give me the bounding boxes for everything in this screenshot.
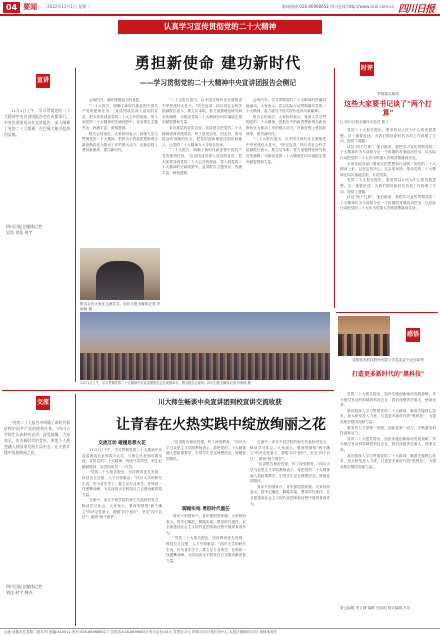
sidebar-separator — [336, 312, 438, 313]
section-tag-shiping: 时评 — [360, 62, 374, 76]
conference-photo — [80, 312, 330, 380]
meeting-photo-small — [80, 248, 160, 300]
sidebar2-title: 打造更多新时代的"黑科技" — [351, 371, 425, 378]
lead-subhead: ——学习贯彻党的二十大精神中央宣讲团报告会侧记 — [139, 79, 297, 87]
section-tag-jiaoliu: 交流 — [36, 396, 50, 410]
lower-headline: 让青春在火热实践中绽放绚丽之花 — [116, 417, 326, 433]
editor-credits: 曾云编辑 李文静 编辑 吕丽和 版式编辑 冯东 — [340, 606, 411, 610]
portrait-photo — [338, 316, 390, 356]
lead-column-3: 会场内外，学习贯彻党的二十大精神的热潮持续涌动。大家表示，将以实际行动贯彻落实党的二十大精神，奋力谱写中国式现代化四川新篇章。 报告会结束后，大家纷纷表示，将深入学习贯彻党的二十大精神，把报告中的新思想新观点新论断转化为推动工作的强大动力，在新征程上勇担新使命、建功新时代。 "二十大报告提出，以中国式现代化全面推进中华民族伟大复兴。"听完宣讲，四川省社会科学院副院长表示，要立足本职，着力加强理论研究和宣传阐释，为推动党的二十大精神在四川落地生根贡献智慧和力量。 — [246, 98, 326, 164]
lower-left-text: "党的二十大报告中明确了新时代新征程中国共产党的使命任务。"四川大学师生认真聆听宣讲，深受鼓舞。大家表示，作为新时代的青年，要把个人理想融入到国家发展大局中去，在火热实践中绽放绚丽之花。 — [4, 420, 70, 455]
sidebar2-body: 党的二十大报告提出，加快实施创新驱动发展战略。作为航空发动机领域的科技企业，我们深感责任重大、使命光荣。 我们将深入学习贯彻党的二十大精神，瞄准关键核心技术，加大研发投入力度，打造更多新时代的"黑科技"，为建设航空强国贡献力量。 要坚持人才是第一资源，创新是第一动力，不断激发科技创新活力。 党的二十大报告提出，加快实施创新驱动发展战略。作为航空发动机领域的科技企业，我们深感责任重大、使命光荣。 我们将深入学习贯彻党的二十大精神，瞄准关键核心技术，加大研发投入力度，打造更多新时代的"黑科技"，为建设航空强国贡献力量。 — [340, 392, 436, 469]
sidebar-title: 这些大家要书记谈了"两个打算" — [344, 100, 432, 117]
masthead — [0, 0, 440, 16]
lower-byline: 四川日报全媒体记者 刘佳 何宇 韩杰 — [6, 584, 42, 595]
lower-column-1: 11月1日下午，学习贯彻党的二十大精神中央宣讲团成员来到四川大学，与师生代表面对面交流，宣讲党的二十大精神。现场气氛热烈，师生们踊跃提问，宣讲团成员一一作答。 "党的二十大报告提出，坚持教育优先发展、科技自立自强、人才引领驱动。"四川大学的研究生说，作为青年学子，要立足专业所学，在科研一线勇攀高峰，为实现高水平科技自立自强贡献青春力量。 交流中，来自不同学院的师生代表纷纷发言，畅谈学习体会。大家表示，要深刻领悟"两个确立"的决定性意义，增强"四个意识"、坚定"四个自信"、做到"两个维护"。 — [82, 448, 162, 520]
sidebar-byline: □ 四川日报全媒体评论员 陈子 — [340, 120, 389, 124]
section-tag-xuanjiang: 宣讲 — [36, 74, 50, 88]
left-lead-text: 11月1日上午，学习贯彻党的二十大精神中央宣讲团报告会在成都举行。中央宣讲团成员作宣讲报告，深入阐释了党的二十大精神，在巴蜀大地引起热烈反响。 — [4, 108, 70, 137]
sidebar-kicker: 贯彻落实精神 — [377, 92, 399, 96]
contact-info: 新闻热线:028-86968652 四川在线:http://www.scol.com.cn — [281, 4, 394, 9]
section-name: 要闻 — [23, 3, 38, 11]
lead-headline: 勇担新使命 建功新时代 — [134, 54, 302, 72]
issue-date: 2022年11月1日 星期二 — [47, 4, 91, 9]
lead-column-1: 会场内外，满怀憧憬奋斗的身影。 "二十大报告，明确了新时代新征程中国共产党的使命任务。"宣讲团成员深入浅出的宣讲，把大家带回到党的二十大召开的现场，带入到党的二十大精神的宏阔视野中。宣讲报告主题突出、内涵丰富、深刻透彻。 报告会结束后，大家纷纷表示，将深入学习贯彻党的二十大精神，把报告中的新思想新观点新论断转化为推动工作的强大动力，在新征程上勇担新使命、建功新时代。 — [82, 98, 158, 153]
page-number: 04 — [3, 2, 20, 13]
subsection-1-title: 交流互动 碰撞思想火花 — [98, 441, 146, 446]
newspaper-logo: 四川日报 — [398, 3, 434, 15]
lower-column-2a: "宣讲报告理论性强，听了深受教育。"四川大学马克思主义学院教师表示，将把党的二十大精神融入思政课教学，引导学生坚定理想信念，厚植爱国情怀。 — [166, 440, 246, 461]
sidebar-body: 党的二十大报告提出，要坚持以人民为中心的发展思想。这一重要论述，为我们做好新时代各项工作指明了方向，提供了遵循。 谈及"两个打算"，他们都说，要把学习宣传贯彻党的二十大精神作为当前和今后一个时期的首要政治任务，以实际行动把党的二十大作出的重大决策部署落到实处。 全省各地各部门要切实把思想和行动统一到党的二十大精神上来，以坚定的决心、扎实的举措，推动党的二十大精神在四川落地生根、开花结果。 党的二十大报告提出，要坚持以人民为中心的发展思想。这一重要论述，为我们做好新时代各项工作指明了方向，提供了遵循。 谈及"两个打算"，他们都说，要把学习宣传贯彻党的二十大精神作为当前和今后一个时期的首要政治任务，以实际行动把党的二十大作出的重大决策部署落到实处。 — [340, 128, 436, 211]
lower-column-3: 交流中，来自不同学院的师生代表纷纷发言，畅谈学习体会。大家表示，要深刻领悟"两个确立"的决定性意义，增强"四个意识"、坚定"四个自信"、做到"两个维护"。 "宣讲报告理论性强，听了深受教育。"四川大学马克思主义学院教师表示，将把党的二十大精神融入思政课教学，引导学生坚定理想信念，厚植爱国情怀。 青年兴则国家兴，青年强则国家强。大家纷纷表示，将牢记嘱托，脚踏实地，勇担时代重任，在全面建设社会主义现代化国家新征程中展现青春作为。 — [250, 440, 330, 506]
lead-byline: 四川日报全媒体记者 吴浩 刘佳 何宇 — [6, 224, 42, 235]
lower-kicker: 川大师生畅谈中央宣讲团到校宣讲交流收获 — [158, 398, 282, 406]
lower-column-2b: 青年兴则国家兴，青年强则国家强。大家纷纷表示，将牢记嘱托，脚踏实地，勇担时代重任，在全面建设社会主义现代化国家新征程中展现青春作为。 "党的二十大报告提出，坚持教育优先发展、科技自立自强、人才引领驱动。"四川大学的研究生说，作为青年学子，要立足专业所学，在科研一线勇攀高峰，为实现高水平科技自立自强贡献青春力量。 — [166, 514, 246, 563]
lower-column-rule — [75, 394, 76, 626]
lower-separator — [2, 390, 334, 391]
sidebar2-kicker: 成都航发科技股份有限公司党委委书记邱斌等 — [352, 358, 424, 362]
section-tag-ganwu: 感悟 — [406, 328, 420, 342]
lead-column-2: "二十大报告提出，以中国式现代化全面推进中华民族伟大复兴。"听完宣讲，四川省社会科学院副院长表示，要立足本职，着力加强理论研究和宣传阐释，为推动党的二十大精神在四川落地生根贡献智慧和力量。 来自基层的宣讲员说，宣讲报告把党的二十大精神讲深讲透讲活，听了很受启发。回去后，将用群众听得懂的语言，把党的创新理论送到田间地头，让党的二十大精神飞入寻常百姓家。 "二十大报告，明确了新时代新征程中国共产党的使命任务。"宣讲团成员深入浅出的宣讲，把大家带回到党的二十大召开的现场，带入到党的二十大精神的宏阔视野中。宣讲报告主题突出、内涵丰富、深刻透彻。 — [162, 98, 242, 175]
subsection-2-title: 脚踏实地 勇担时代重任 — [182, 507, 230, 512]
topic-banner: 认真学习宣传贯彻党的二十大精神 — [118, 20, 322, 34]
sidebar-rule — [334, 68, 335, 308]
small-photo-caption: 报告会后大家在交流学习。四川日报全媒体记者 肖雨杨 摄 — [80, 302, 161, 311]
page-footer: 社址:成都市红星路二段70号 邮编:610012 发行:028-86968652 广告热线:028-86968633 每月定价:54元 零售价:2元 印刷:四川日报印务中心 本报法律顾问:四川 律师事务所 — [0, 628, 440, 635]
column-rule — [75, 68, 76, 382]
main-photo-caption: 11月1日上午，学习贯彻党的二十大精神中央宣讲团报告会在成都举行。图为报告会现场。四川日报全媒体记者 肖雨杨 摄 — [80, 381, 251, 385]
